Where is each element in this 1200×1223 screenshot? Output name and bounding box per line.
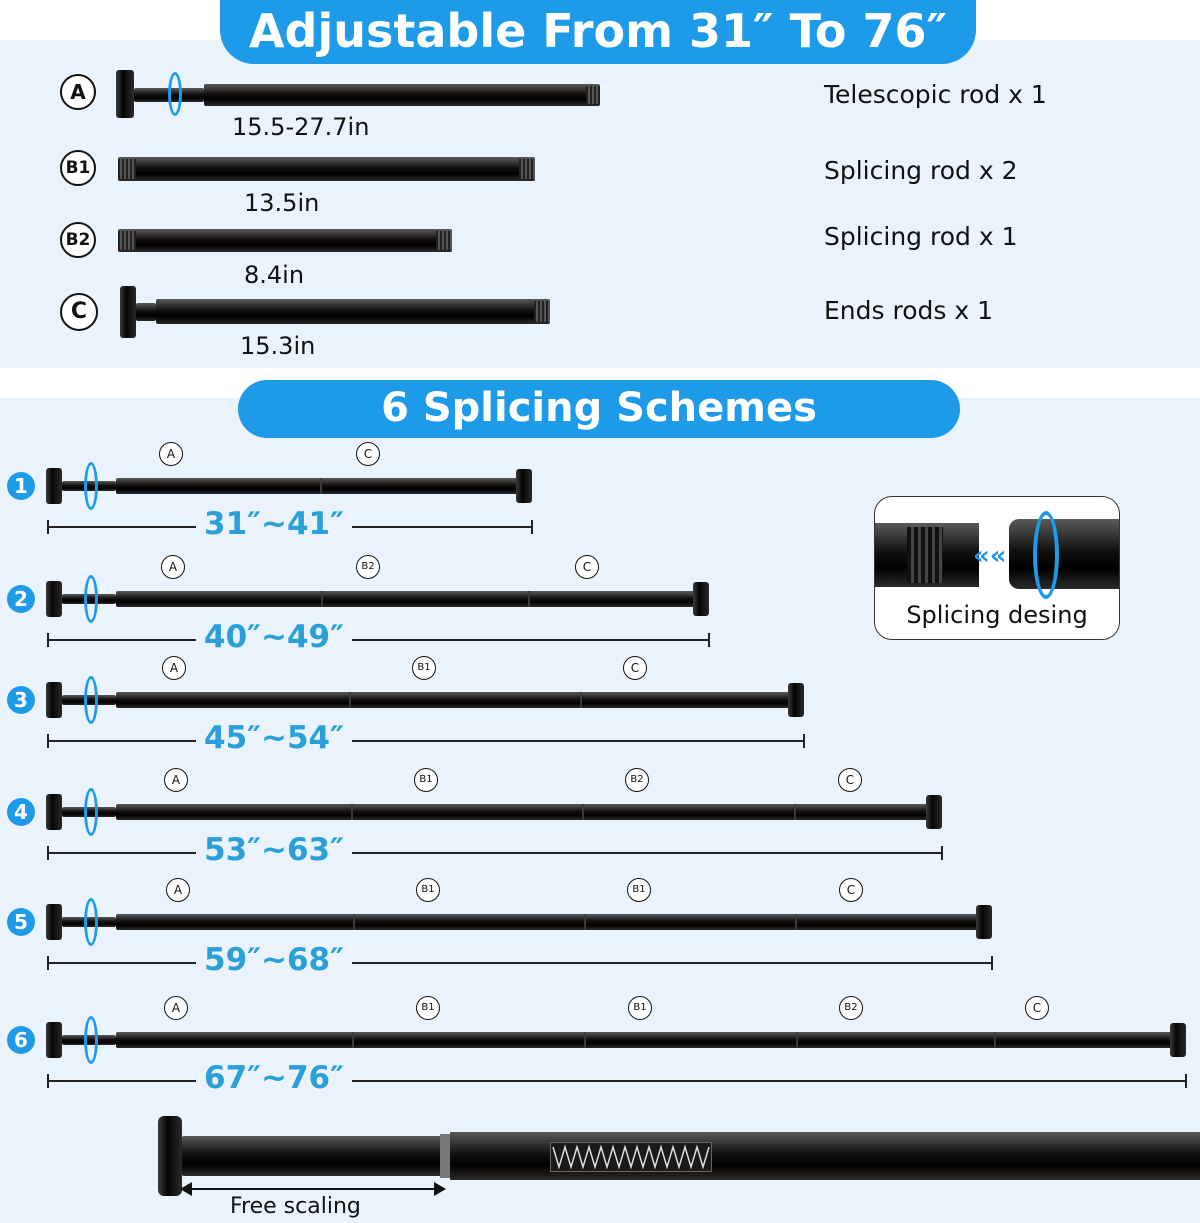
part-b1-rod	[118, 157, 535, 181]
scheme-measure-tick-left	[47, 520, 49, 534]
scheme-joint	[794, 804, 796, 820]
scheme-measure-tick-left	[47, 846, 49, 860]
rotate-arrow-icon	[84, 676, 98, 724]
scheme-rod	[116, 692, 790, 708]
inset-thread	[907, 527, 943, 583]
scheme-left-endcap	[46, 468, 62, 504]
scheme-range: 59″~68″	[196, 942, 352, 978]
scheme-measure-tick-right	[708, 633, 710, 647]
scheme-rod	[116, 1032, 1172, 1048]
scheme-right-endcap	[926, 795, 942, 829]
scheme-measure-tick-left	[47, 1074, 49, 1088]
spring-window	[550, 1142, 712, 1172]
scheme-joint	[349, 692, 351, 708]
rotate-arrow-icon	[84, 788, 98, 836]
scheme-measure-line	[48, 852, 942, 854]
scheme-joint	[352, 1032, 354, 1048]
scheme-rod	[116, 804, 928, 820]
scheme-part-label: A	[159, 442, 183, 466]
scheme-joint	[796, 1032, 798, 1048]
scheme-joint	[994, 1032, 996, 1048]
scheme-part-label: A	[166, 878, 190, 902]
part-c-name: Ends rods x 1	[824, 296, 993, 325]
part-b2-length: 8.4in	[244, 261, 305, 289]
part-b1-thread-left	[118, 159, 136, 179]
part-c-neck	[136, 303, 156, 321]
scheme-right-endcap	[1170, 1023, 1186, 1057]
scheme-part-label: C	[1025, 996, 1049, 1020]
scheme-part-label: A	[161, 555, 185, 579]
inset-caption: Splicing desing	[906, 601, 1088, 629]
scheme-part-label: C	[575, 555, 599, 579]
splicing-design-inset	[874, 496, 1120, 640]
part-b2-name: Splicing rod x 1	[824, 222, 1018, 251]
scheme-part-label: C	[623, 656, 647, 680]
scheme-range: 67″~76″	[196, 1060, 352, 1096]
scheme-part-label: C	[838, 768, 862, 792]
scheme-part-label: B1	[412, 656, 436, 680]
scheme-measure-line	[48, 740, 804, 742]
scheme-number-badge: 1	[7, 472, 35, 500]
part-c-thread	[534, 301, 550, 322]
scheme-joint	[580, 692, 582, 708]
part-b2-rod	[118, 229, 452, 252]
scheme-right-endcap	[976, 905, 992, 939]
scheme-part-label: B1	[627, 878, 651, 902]
double-chevron-left-icon: ««	[973, 541, 1007, 571]
free-scaling-caption: Free scaling	[230, 1194, 361, 1219]
scheme-right-endcap	[516, 469, 532, 503]
scheme-measure-line	[48, 962, 992, 964]
scheme-joint	[353, 914, 355, 930]
scheme-joint	[584, 1032, 586, 1048]
scheme-part-label: B1	[416, 878, 440, 902]
part-b1-length: 13.5in	[244, 189, 320, 217]
scheme-measure-tick-left	[47, 956, 49, 970]
scheme-joint	[320, 478, 322, 494]
rotate-arrow-icon	[84, 1016, 98, 1064]
scheme-left-endcap	[46, 581, 62, 617]
part-a-thread	[586, 86, 600, 104]
rotate-arrow-icon	[84, 575, 98, 623]
scheme-part-label: A	[164, 996, 188, 1020]
scheme-left-endcap	[46, 794, 62, 830]
scheme-measure-tick-right	[531, 520, 533, 534]
scheme-part-label: A	[162, 656, 186, 680]
part-a-name: Telescopic rod x 1	[824, 80, 1047, 109]
scheme-number-badge: 6	[7, 1026, 35, 1054]
scheme-joint	[351, 804, 353, 820]
part-c-rod	[156, 299, 550, 324]
scheme-part-label: B1	[414, 768, 438, 792]
scheme-rod	[116, 591, 695, 607]
scheme-part-label: B1	[416, 996, 440, 1020]
scheme-measure-tick-right	[1185, 1074, 1187, 1088]
scheme-number-badge: 2	[7, 585, 35, 613]
scheme-number-badge: 5	[7, 908, 35, 936]
scheme-rod	[116, 914, 978, 930]
rotate-arrow-icon	[84, 462, 98, 510]
scheme-joint	[795, 914, 797, 930]
scheme-part-label: B2	[839, 996, 863, 1020]
scheme-left-endcap	[46, 1022, 62, 1058]
scheme-measure-tick-right	[803, 734, 805, 748]
scheme-right-endcap	[693, 582, 709, 616]
part-a-outer-rod	[204, 84, 600, 106]
header-title: Adjustable From 31″ To 76″	[220, 0, 976, 64]
part-b1-name: Splicing rod x 2	[824, 156, 1018, 185]
scheme-left-endcap	[46, 904, 62, 940]
scheme-joint	[528, 591, 530, 607]
free-scaling-arrow	[182, 1188, 444, 1190]
scheme-range: 40″~49″	[196, 619, 352, 655]
rotate-arrow-icon	[1033, 511, 1059, 599]
bottom-collar	[440, 1134, 450, 1178]
inset-rod-right	[1009, 519, 1119, 589]
part-b2-thread-right	[436, 231, 452, 250]
scheme-measure-line	[48, 639, 709, 641]
scheme-rod	[116, 478, 518, 494]
part-a-length: 15.5-27.7in	[232, 113, 370, 141]
rotate-arrow-icon	[168, 72, 182, 116]
scheme-part-label: B2	[625, 768, 649, 792]
scheme-measure-tick-left	[47, 633, 49, 647]
bottom-endcap	[158, 1116, 182, 1196]
scheme-number-badge: 3	[7, 686, 35, 714]
scheme-joint	[584, 914, 586, 930]
rotate-arrow-icon	[84, 898, 98, 946]
part-badge-b1: B1	[60, 150, 96, 186]
schemes-title: 6 Splicing Schemes	[238, 380, 960, 438]
scheme-part-label: B2	[356, 555, 380, 579]
scheme-right-endcap	[788, 683, 804, 717]
part-a-endcap	[116, 70, 134, 118]
scheme-joint	[582, 804, 584, 820]
arrow-right-icon	[434, 1182, 446, 1196]
bottom-inner-rod	[182, 1136, 448, 1176]
scheme-joint	[321, 591, 323, 607]
scheme-part-label: C	[356, 442, 380, 466]
scheme-range: 45″~54″	[196, 720, 352, 756]
part-badge-a: A	[60, 74, 96, 110]
part-badge-c: C	[60, 293, 98, 331]
scheme-part-label: B1	[628, 996, 652, 1020]
part-c-length: 15.3in	[240, 332, 316, 360]
spring-icon	[551, 1143, 711, 1171]
scheme-range: 53″~63″	[196, 832, 352, 868]
scheme-range: 31″~41″	[196, 506, 352, 542]
part-b2-thread-left	[118, 231, 136, 250]
scheme-measure-tick-right	[941, 846, 943, 860]
scheme-left-endcap	[46, 682, 62, 718]
arrow-left-icon	[180, 1182, 192, 1196]
part-b1-thread-right	[519, 159, 535, 179]
scheme-part-label: C	[839, 878, 863, 902]
scheme-measure-tick-right	[991, 956, 993, 970]
scheme-measure-tick-left	[47, 734, 49, 748]
part-badge-b2: B2	[60, 222, 96, 258]
scheme-number-badge: 4	[7, 798, 35, 826]
scheme-part-label: A	[164, 768, 188, 792]
part-c-endcap	[120, 286, 136, 338]
